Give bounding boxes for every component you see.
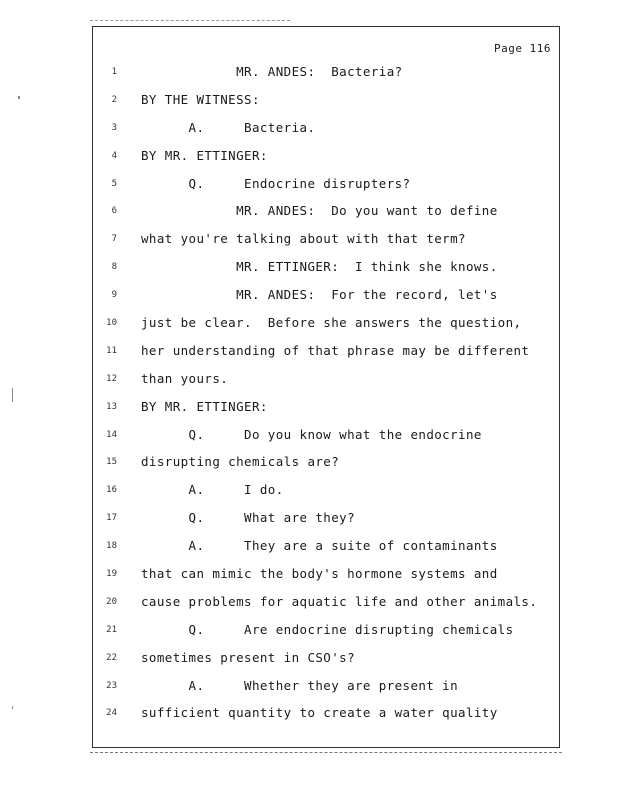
line-number: 6: [111, 206, 117, 217]
line-number: 3: [111, 122, 117, 133]
line-number: 2: [111, 94, 117, 105]
transcript-line: [93, 230, 559, 258]
transcript-line: [93, 593, 559, 621]
transcript-line: [93, 286, 559, 314]
line-text: sufficient quantity to create a water quality: [141, 705, 498, 721]
transcript-line: [93, 481, 559, 509]
line-number: 10: [106, 318, 117, 329]
line-number: 18: [106, 541, 117, 552]
transcript-line: [93, 342, 559, 370]
transcript-lines: [93, 63, 559, 732]
line-text: BY MR. ETTINGER:: [141, 147, 268, 163]
transcript-line: [93, 119, 559, 147]
scan-bottom-rule: [90, 752, 562, 754]
line-text: A. I do.: [141, 482, 284, 498]
line-text: MR. ETTINGER: I think she knows.: [141, 259, 498, 275]
transcript-line: [93, 398, 559, 426]
transcript-line: [93, 202, 559, 230]
line-text: MR. ANDES: For the record, let's: [141, 287, 498, 303]
line-text: Q. Are endocrine disrupting chemicals: [141, 621, 514, 637]
scan-mark-left-3: [12, 706, 13, 709]
transcript-line: [93, 565, 559, 593]
line-text: what you're talking about with that term?: [141, 231, 466, 247]
transcript-line: [93, 175, 559, 203]
transcript-line: [93, 258, 559, 286]
line-text: MR. ANDES: Bacteria?: [141, 64, 403, 79]
line-number: 20: [106, 596, 117, 607]
transcript-line: [93, 426, 559, 454]
line-text: A. They are a suite of contaminants: [141, 538, 498, 554]
transcript-line: [93, 677, 559, 705]
transcript-line: [93, 649, 559, 677]
transcript-line: [93, 537, 559, 565]
scan-top-rule: [90, 20, 290, 22]
line-number: 11: [106, 345, 117, 356]
line-text: than yours.: [141, 370, 229, 386]
line-text: A. Bacteria.: [141, 119, 316, 135]
scan-mark-left-2: [12, 388, 13, 402]
transcript-line: [93, 509, 559, 537]
line-text: sometimes present in CSO's?: [141, 649, 355, 665]
line-text: just be clear. Before she answers the question,: [141, 315, 522, 331]
line-text: BY MR. ETTINGER:: [141, 398, 268, 414]
line-number: 13: [106, 401, 117, 412]
line-text: that can mimic the body's hormone systems and: [141, 566, 498, 582]
line-text: disrupting chemicals are?: [141, 454, 340, 470]
transcript-line: [93, 314, 559, 342]
line-number: 19: [106, 569, 117, 580]
line-number: 5: [111, 178, 117, 189]
line-number: 15: [106, 457, 117, 468]
line-number: 16: [106, 485, 117, 496]
transcript-line: [93, 704, 559, 732]
line-number: 8: [111, 262, 117, 273]
line-text: her understanding of that phrase may be different: [141, 342, 530, 358]
transcript-line: [93, 621, 559, 649]
line-number: 9: [111, 290, 117, 301]
transcript-line: [93, 91, 559, 119]
line-number: 23: [106, 680, 117, 691]
line-number: 24: [106, 708, 117, 719]
transcript-line: [93, 63, 559, 91]
line-number: 17: [106, 513, 117, 524]
line-text: cause problems for aquatic life and other animals.: [141, 593, 538, 609]
transcript-page: [92, 26, 560, 748]
line-number: 1: [111, 67, 117, 77]
line-number: 7: [111, 234, 117, 245]
line-text: BY THE WITNESS:: [141, 91, 260, 107]
transcript-line: [93, 147, 559, 175]
transcript-line: [93, 370, 559, 398]
line-text: MR. ANDES: Do you want to define: [141, 203, 498, 219]
page-number: Page 116: [494, 42, 551, 55]
line-number: 22: [106, 652, 117, 663]
line-number: 14: [106, 429, 117, 440]
line-text: Q. Endocrine disrupters?: [141, 175, 411, 191]
line-text: A. Whether they are present in: [141, 677, 459, 693]
line-text: Q. What are they?: [141, 510, 355, 526]
line-number: 21: [106, 624, 117, 635]
transcript-line: [93, 453, 559, 481]
line-number: 12: [106, 373, 117, 384]
line-number: 4: [111, 150, 117, 161]
scan-mark-left-1: [18, 96, 20, 99]
line-text: Q. Do you know what the endocrine: [141, 426, 482, 442]
